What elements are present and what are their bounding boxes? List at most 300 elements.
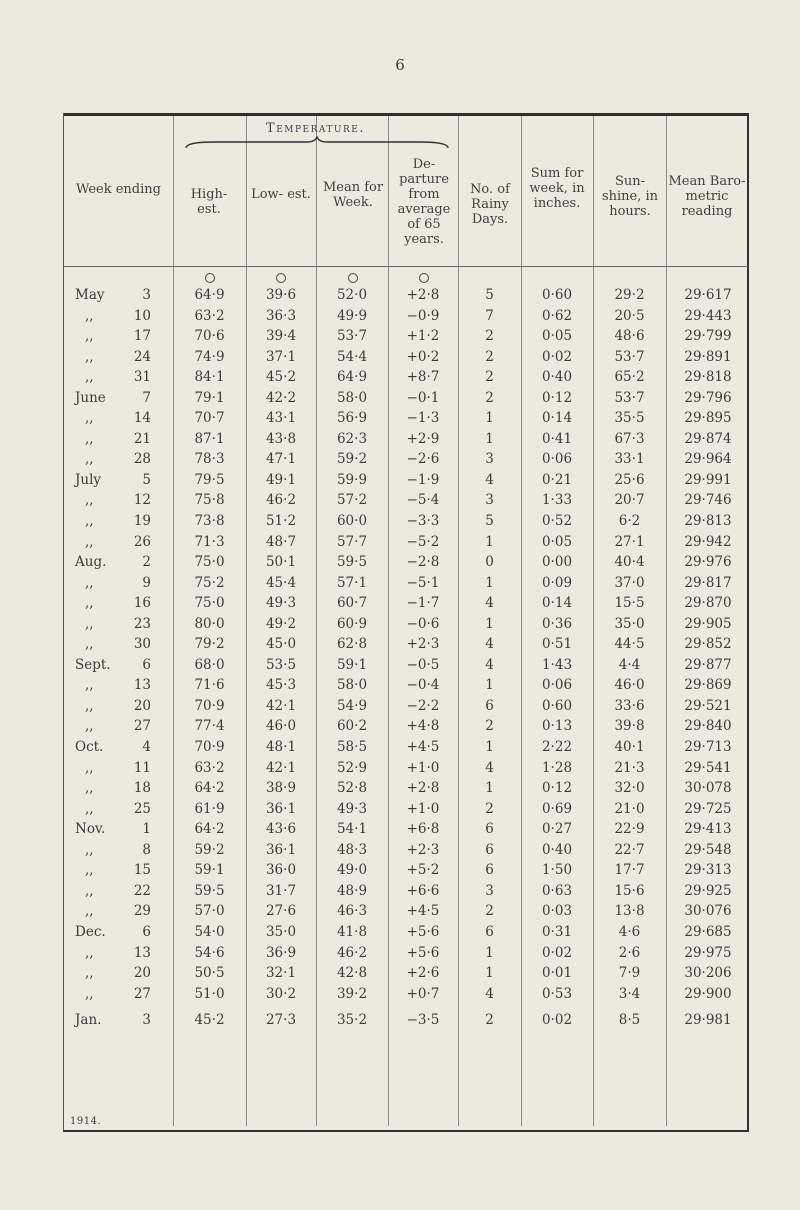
rain-sum-cell: 0·69 [541, 800, 573, 817]
highest-cell: 63·2 [194, 759, 225, 776]
highest-cell: 84·1 [194, 369, 225, 386]
table-row [63, 799, 749, 820]
lowest-cell: 42·1 [265, 697, 297, 714]
month-label: Nov. [75, 821, 106, 838]
rainy-days-cell: 6 [485, 923, 494, 940]
month-label: ,, [85, 780, 94, 797]
departure-cell: −1·9 [406, 471, 440, 488]
header-barometric: Mean Baro- metric reading [668, 174, 746, 219]
barometric-cell: 29·725 [684, 800, 732, 817]
table-row [63, 470, 749, 491]
table-row [63, 943, 749, 964]
barometric-cell: 29·746 [684, 492, 732, 509]
barometric-cell: 29·813 [684, 513, 732, 530]
mean-cell: 60·7 [336, 595, 368, 612]
sunshine-cell: 33·6 [614, 697, 645, 714]
page-number: 6 [395, 56, 405, 74]
day-label: 31 [133, 369, 151, 386]
mean-cell: 59·2 [336, 451, 368, 468]
highest-cell: 75·0 [194, 595, 225, 612]
header-rule [64, 266, 748, 267]
lowest-cell: 43·6 [265, 821, 297, 838]
month-label: ,, [85, 430, 94, 447]
barometric-cell: 29·840 [684, 718, 732, 735]
rainy-days-cell: 6 [485, 841, 494, 858]
departure-cell: −0·1 [406, 389, 440, 406]
table-row [63, 716, 749, 737]
month-label: ,, [85, 369, 94, 386]
day-label: 3 [142, 287, 151, 303]
day-label: 27 [133, 985, 151, 1002]
highest-cell: 64·9 [194, 287, 225, 303]
highest-cell: 75·0 [194, 554, 225, 571]
table-row [63, 429, 749, 450]
table-row [63, 614, 749, 635]
table-row [63, 901, 749, 922]
month-label: ,, [85, 965, 94, 982]
day-label: 1 [142, 821, 151, 838]
mean-cell: 60·2 [336, 718, 368, 735]
mean-cell: 39·2 [336, 985, 368, 1002]
rainy-days-cell: 4 [485, 636, 494, 653]
departure-cell: −1·7 [406, 595, 440, 612]
lowest-cell: 27·6 [265, 903, 297, 920]
table-row [63, 326, 749, 347]
rain-sum-cell: 0·41 [541, 430, 573, 447]
rain-sum-cell: 0·02 [541, 944, 573, 961]
barometric-cell: 30·078 [684, 780, 732, 797]
month-label: Aug. [75, 554, 107, 571]
day-label: 8 [142, 841, 151, 858]
rain-sum-cell: 0·14 [541, 595, 573, 612]
month-label: ,, [85, 862, 94, 879]
mean-cell: 52·0 [336, 287, 368, 303]
lowest-cell: 49·1 [265, 471, 297, 488]
lowest-cell: 36·1 [265, 841, 297, 858]
rain-sum-cell: 0·21 [541, 471, 573, 488]
rain-sum-cell: 1·33 [541, 492, 573, 509]
month-label: ,, [85, 800, 94, 817]
table-row [63, 408, 749, 429]
mean-cell: 49·0 [336, 862, 368, 879]
sunshine-cell: 40·1 [614, 739, 645, 756]
month-label: ,, [85, 759, 94, 776]
rain-sum-cell: 0·40 [541, 841, 573, 858]
table-row [63, 490, 749, 511]
highest-cell: 68·0 [194, 656, 225, 673]
table-row [63, 675, 749, 696]
mean-cell: 59·9 [336, 471, 368, 488]
day-label: 24 [133, 348, 151, 365]
departure-cell: +0·2 [406, 348, 440, 365]
highest-cell: 79·1 [194, 389, 225, 406]
rainy-days-cell: 4 [485, 595, 494, 612]
rainy-days-cell: 2 [485, 389, 494, 406]
day-label: 22 [133, 882, 151, 899]
lowest-cell: 47·1 [265, 451, 297, 468]
rain-sum-cell: 1·43 [541, 656, 573, 673]
table-row [63, 696, 749, 717]
sunshine-cell: 13·8 [614, 903, 645, 920]
year-label: 1914. [70, 1116, 102, 1127]
mean-cell: 60·9 [336, 615, 368, 632]
month-label: ,, [85, 348, 94, 365]
departure-cell: +2·8 [406, 780, 440, 797]
lowest-cell: 36·3 [265, 307, 297, 324]
lowest-cell: 27·3 [265, 1012, 297, 1029]
lowest-cell: 39·4 [265, 328, 297, 345]
departure-cell: +6·6 [406, 882, 440, 899]
rain-sum-cell: 0·14 [541, 410, 573, 427]
barometric-cell: 29·895 [684, 410, 732, 427]
barometric-cell: 29·796 [684, 389, 732, 406]
departure-cell: −5·2 [406, 533, 440, 550]
table-row [63, 511, 749, 532]
barometric-cell: 29·685 [684, 923, 732, 940]
sunshine-cell: 33·1 [614, 451, 645, 468]
mean-cell: 46·3 [336, 903, 368, 920]
month-label: ,, [85, 903, 94, 920]
sunshine-cell: 22·7 [614, 841, 645, 858]
lowest-cell: 50·1 [265, 554, 297, 571]
sunshine-cell: 2·6 [618, 944, 641, 961]
barometric-cell: 29·548 [684, 841, 732, 858]
sunshine-cell: 48·6 [614, 328, 645, 345]
table-row [63, 552, 749, 573]
table-row [63, 778, 749, 799]
mean-cell: 42·8 [336, 965, 368, 982]
rain-sum-cell: 0·06 [541, 677, 573, 694]
table-row [63, 840, 749, 861]
barometric-cell: 29·852 [684, 636, 732, 653]
sunshine-cell: 17·7 [614, 862, 645, 879]
table-row [63, 285, 749, 306]
barometric-cell: 29·900 [684, 985, 732, 1002]
mean-cell: 53·7 [336, 328, 368, 345]
barometric-cell: 29·874 [684, 430, 732, 447]
header-sunshine: Sun- shine, in hours. [601, 174, 659, 219]
rainy-days-cell: 6 [485, 821, 494, 838]
table-row [63, 388, 749, 409]
header-temperature: Temperature. [266, 121, 365, 136]
lowest-cell: 43·8 [265, 430, 297, 447]
table-row [63, 655, 749, 676]
rainy-days-cell: 1 [485, 430, 494, 447]
lowest-cell: 36·0 [265, 862, 297, 879]
lowest-cell: 49·2 [265, 615, 297, 632]
lowest-cell: 37·1 [265, 348, 297, 365]
day-label: 21 [133, 430, 151, 447]
lowest-cell: 51·2 [265, 513, 297, 530]
barometric-cell: 29·541 [684, 759, 732, 776]
departure-cell: +2·6 [406, 965, 440, 982]
mean-cell: 62·8 [336, 636, 368, 653]
sunshine-cell: 29·2 [614, 287, 645, 303]
day-label: 13 [133, 677, 151, 694]
rain-sum-cell: 0·12 [541, 780, 573, 797]
month-label: ,, [85, 513, 94, 530]
month-label: ,, [85, 882, 94, 899]
lowest-cell: 30·2 [265, 985, 297, 1002]
barometric-cell: 29·713 [684, 739, 732, 756]
mean-cell: 60·0 [336, 513, 368, 530]
rainy-days-cell: 3 [485, 451, 494, 468]
barometric-cell: 29·869 [684, 677, 732, 694]
month-label: ,, [85, 697, 94, 714]
barometric-cell: 29·905 [684, 615, 732, 632]
day-label: 6 [142, 656, 151, 673]
sunshine-cell: 25·6 [614, 471, 645, 488]
header-mean-for-week: Mean for Week. [322, 180, 384, 210]
month-label: ,, [85, 595, 94, 612]
highest-cell: 50·5 [194, 965, 225, 982]
lowest-cell: 36·1 [265, 800, 297, 817]
lowest-cell: 42·2 [265, 389, 297, 406]
lowest-cell: 45·2 [265, 369, 297, 386]
rain-sum-cell: 0·03 [541, 903, 573, 920]
degree-mark [348, 273, 358, 283]
mean-cell: 41·8 [336, 923, 368, 940]
table-row [63, 347, 749, 368]
table-row [63, 367, 749, 388]
month-label: July [75, 471, 102, 488]
rainy-days-cell: 1 [485, 677, 494, 694]
mean-cell: 54·1 [336, 821, 368, 838]
sunshine-cell: 3·4 [618, 985, 641, 1002]
highest-cell: 57·0 [194, 903, 225, 920]
rainy-days-cell: 3 [485, 492, 494, 509]
rainy-days-cell: 4 [485, 471, 494, 488]
barometric-cell: 29·964 [684, 451, 732, 468]
sunshine-cell: 67·3 [614, 430, 645, 447]
mean-cell: 52·8 [336, 780, 368, 797]
day-label: 20 [133, 697, 151, 714]
table-row [63, 984, 749, 1005]
temperature-brace [184, 136, 450, 150]
sunshine-cell: 15·5 [614, 595, 645, 612]
lowest-cell: 46·2 [265, 492, 297, 509]
sunshine-cell: 53·7 [614, 389, 645, 406]
barometric-cell: 29·870 [684, 595, 732, 612]
sunshine-cell: 22·9 [614, 821, 645, 838]
lowest-cell: 45·4 [265, 574, 297, 591]
month-label: ,, [85, 718, 94, 735]
highest-cell: 71·6 [194, 677, 225, 694]
rain-sum-cell: 0·53 [541, 985, 573, 1002]
day-label: 30 [133, 636, 151, 653]
rain-sum-cell: 2·22 [541, 739, 573, 756]
mean-cell: 56·9 [336, 410, 368, 427]
sunshine-cell: 6·2 [618, 513, 641, 530]
departure-cell: +0·7 [406, 985, 440, 1002]
rainy-days-cell: 6 [485, 697, 494, 714]
rainy-days-cell: 2 [485, 800, 494, 817]
rainy-days-cell: 1 [485, 533, 494, 550]
lowest-cell: 46·0 [265, 718, 297, 735]
sunshine-cell: 39·8 [614, 718, 645, 735]
departure-cell: +1·0 [406, 800, 440, 817]
mean-cell: 46·2 [336, 944, 368, 961]
departure-cell: +6·8 [406, 821, 440, 838]
departure-cell: −2·6 [406, 451, 440, 468]
day-label: 16 [133, 595, 151, 612]
highest-cell: 61·9 [194, 800, 225, 817]
highest-cell: 51·0 [194, 985, 225, 1002]
departure-cell: +2·8 [406, 287, 440, 303]
highest-cell: 45·2 [194, 1012, 225, 1029]
highest-cell: 59·2 [194, 841, 225, 858]
day-label: 2 [142, 554, 151, 571]
rain-sum-cell: 0·00 [541, 554, 573, 571]
table-row [63, 860, 749, 881]
sunshine-cell: 46·0 [614, 677, 645, 694]
header-lowest: Low- est. [251, 187, 311, 202]
sunshine-cell: 32·0 [614, 780, 645, 797]
rain-sum-cell: 0·09 [541, 574, 573, 591]
highest-cell: 54·0 [194, 923, 225, 940]
departure-cell: +8·7 [406, 369, 440, 386]
mean-cell: 52·9 [336, 759, 368, 776]
highest-cell: 80·0 [194, 615, 225, 632]
table-row [63, 963, 749, 984]
highest-cell: 79·2 [194, 636, 225, 653]
mean-cell: 54·4 [336, 348, 368, 365]
lowest-cell: 31·7 [265, 882, 297, 899]
sunshine-cell: 15·6 [614, 882, 645, 899]
sunshine-cell: 37·0 [614, 574, 645, 591]
table-row [63, 819, 749, 840]
departure-cell: +2·3 [406, 636, 440, 653]
highest-cell: 64·2 [194, 821, 225, 838]
barometric-cell: 29·818 [684, 369, 732, 386]
highest-cell: 59·1 [194, 862, 225, 879]
departure-cell: +5·2 [406, 862, 440, 879]
barometric-cell: 29·313 [684, 862, 732, 879]
rainy-days-cell: 1 [485, 965, 494, 982]
header-rainy-days: No. of Rainy Days. [470, 182, 510, 227]
day-label: 29 [133, 903, 151, 920]
month-label: Jan. [75, 1012, 102, 1029]
header-week-ending: Week ending [76, 182, 161, 197]
day-label: 10 [133, 307, 151, 324]
table-body [63, 285, 749, 1031]
departure-cell: +4·5 [406, 903, 440, 920]
sunshine-cell: 27·1 [614, 533, 645, 550]
rain-sum-cell: 0·60 [541, 287, 573, 303]
departure-cell: −2·2 [406, 697, 440, 714]
departure-cell: +5·6 [406, 923, 440, 940]
rainy-days-cell: 5 [485, 513, 494, 530]
lowest-cell: 45·0 [265, 636, 297, 653]
lowest-cell: 48·7 [265, 533, 297, 550]
lowest-cell: 36·9 [265, 944, 297, 961]
month-label: ,, [85, 985, 94, 1002]
month-label: ,, [85, 615, 94, 632]
rainy-days-cell: 0 [485, 554, 494, 571]
barometric-cell: 29·877 [684, 656, 732, 673]
rain-sum-cell: 0·62 [541, 307, 573, 324]
lowest-cell: 53·5 [265, 656, 297, 673]
table-row [63, 737, 749, 758]
month-label: ,, [85, 533, 94, 550]
table-row [63, 449, 749, 470]
departure-cell: −0·5 [406, 656, 440, 673]
sunshine-cell: 53·7 [614, 348, 645, 365]
sunshine-cell: 4·4 [618, 656, 641, 673]
header-highest: High- est. [190, 187, 228, 217]
rain-sum-cell: 0·63 [541, 882, 573, 899]
rainy-days-cell: 2 [485, 348, 494, 365]
rain-sum-cell: 0·02 [541, 348, 573, 365]
table-row [63, 573, 749, 594]
month-label: ,, [85, 574, 94, 591]
barometric-cell: 29·975 [684, 944, 732, 961]
sunshine-cell: 4·6 [618, 923, 641, 940]
sunshine-cell: 40·4 [614, 554, 645, 571]
rainy-days-cell: 5 [485, 287, 494, 303]
mean-cell: 57·7 [336, 533, 368, 550]
rain-sum-cell: 0·36 [541, 615, 573, 632]
mean-cell: 57·1 [336, 574, 368, 591]
rainy-days-cell: 7 [485, 307, 494, 324]
table-row [63, 922, 749, 943]
highest-cell: 64·2 [194, 780, 225, 797]
month-label: ,, [85, 841, 94, 858]
table-row [63, 881, 749, 902]
mean-cell: 59·5 [336, 554, 368, 571]
rainy-days-cell: 1 [485, 410, 494, 427]
day-label: 11 [133, 759, 151, 776]
sunshine-cell: 20·7 [614, 492, 645, 509]
highest-cell: 73·8 [194, 513, 225, 530]
rain-sum-cell: 0·06 [541, 451, 573, 468]
day-label: 28 [133, 451, 151, 468]
highest-cell: 75·8 [194, 492, 225, 509]
barometric-cell: 29·617 [684, 287, 732, 303]
header-sum-for-week: Sum for week, in inches. [529, 166, 585, 211]
month-label: May [75, 287, 105, 303]
rain-sum-cell: 1·28 [541, 759, 573, 776]
lowest-cell: 43·1 [265, 410, 297, 427]
month-label: June [75, 389, 106, 406]
barometric-cell: 29·991 [684, 471, 732, 488]
sunshine-cell: 35·5 [614, 410, 645, 427]
table-row [63, 306, 749, 327]
month-label: ,, [85, 492, 94, 509]
lowest-cell: 49·3 [265, 595, 297, 612]
mean-cell: 59·1 [336, 656, 368, 673]
highest-cell: 63·2 [194, 307, 225, 324]
barometric-cell: 29·817 [684, 574, 732, 591]
day-label: 25 [133, 800, 151, 817]
highest-cell: 74·9 [194, 348, 225, 365]
highest-cell: 59·5 [194, 882, 225, 899]
degree-mark [419, 273, 429, 283]
rainy-days-cell: 2 [485, 1012, 494, 1029]
lowest-cell: 42·1 [265, 759, 297, 776]
barometric-cell: 29·443 [684, 307, 732, 324]
month-label: Dec. [75, 923, 106, 940]
mean-cell: 49·3 [336, 800, 368, 817]
barometric-cell: 29·799 [684, 328, 732, 345]
month-label: ,, [85, 944, 94, 961]
month-label: ,, [85, 410, 94, 427]
mean-cell: 48·3 [336, 841, 368, 858]
lowest-cell: 45·3 [265, 677, 297, 694]
mean-cell: 48·9 [336, 882, 368, 899]
rain-sum-cell: 0·02 [541, 1012, 573, 1029]
sunshine-cell: 8·5 [618, 1012, 641, 1029]
